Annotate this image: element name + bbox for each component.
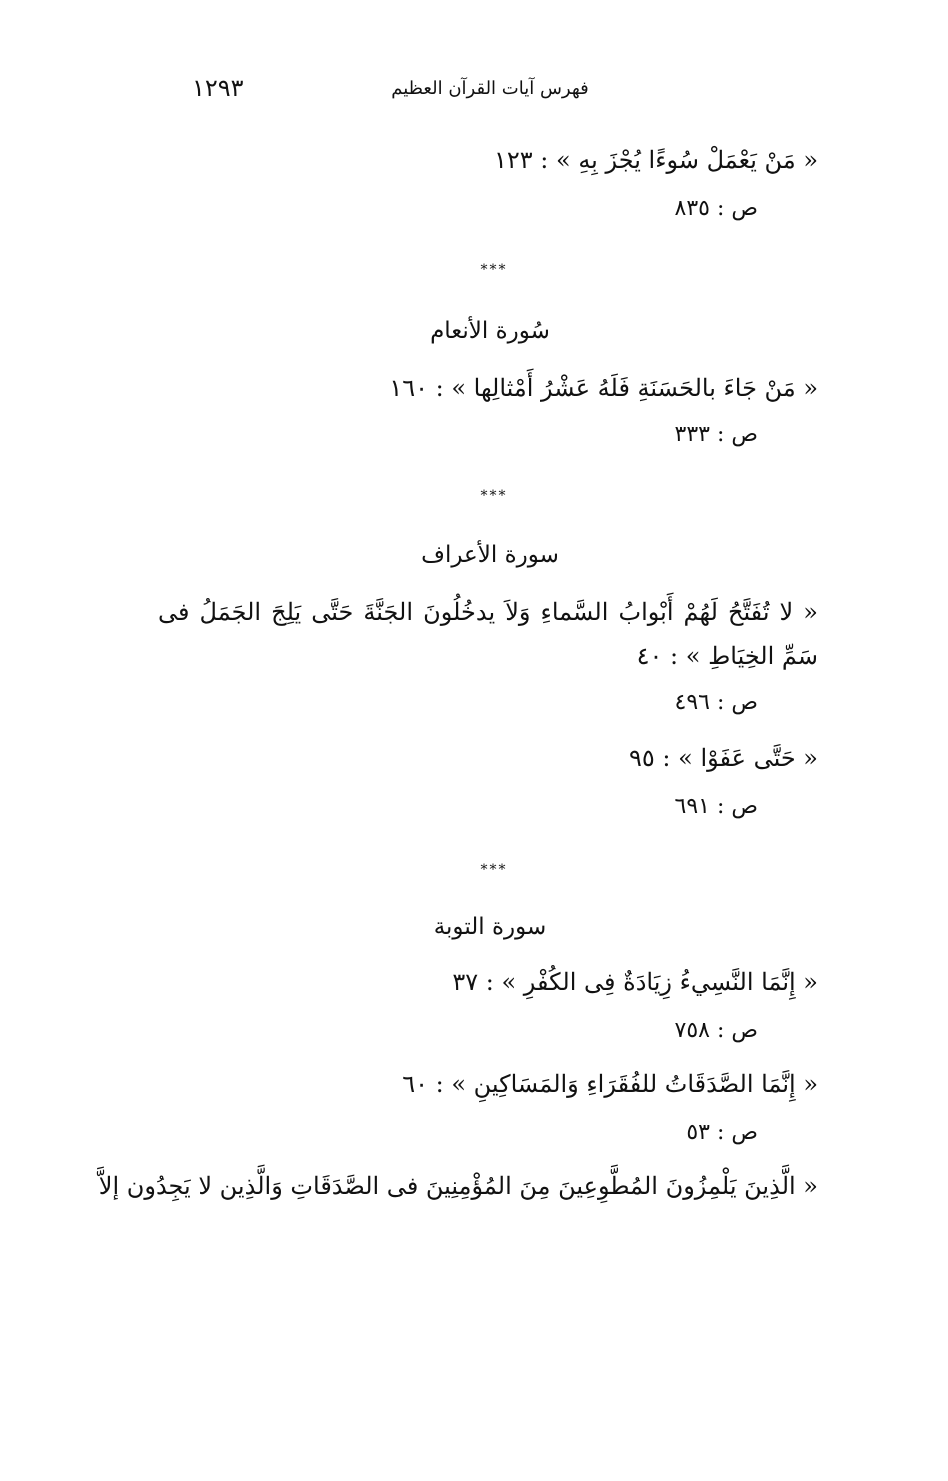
verse-entry: « إِنَّمَا الصَّدَقَاتُ للفُقَرَاءِ وَالمَسَاكِينِ » : ٦٠	[402, 1070, 818, 1098]
verse-entry: « حَتَّى عَفَوْا » : ٩٥	[629, 744, 818, 772]
verse-entry: « الَّذِينَ يَلْمِزُونَ المُطَّوِعِينَ مِنَ المُؤْمِنِينَ فى الصَّدَقَاتِ وَالَّذِين لا يَجِدُون إلاَّ	[98, 1172, 818, 1200]
page-reference: ص : ٧٥٨	[674, 1018, 758, 1043]
page-reference: ص : ٦٩١	[674, 794, 758, 819]
page-reference: ص : ٤٩٦	[674, 690, 758, 715]
surah-heading: سورة التوبة	[433, 914, 547, 940]
verse-entry: « لا تُفَتَّحُ لَهُمْ أَبْوابُ السَّماءِ وَلاَ يدخُلُونَ الجَنَّةَ حَتَّى يَلِجَ الجَمَلُ فى سَمِّ الخِيَاطِ » : ٤٠	[158, 598, 818, 670]
page-reference: ص : ٣٣٣	[674, 422, 758, 447]
page-number: ١٢٩٣	[192, 74, 244, 102]
running-header-title: فهرس آيات القرآن العظيم	[391, 78, 589, 99]
page-reference: ص : ٨٣٥	[674, 196, 758, 221]
page-reference: ص : ٥٣	[686, 1120, 758, 1145]
surah-heading: سورة الأعراف	[421, 542, 559, 568]
verse-entry: « مَنْ جَاءَ بالحَسَنَةِ فَلَهُ عَشْرُ أَمْثالِها » : ١٦٠	[389, 374, 818, 402]
surah-heading: سُورة الأنعام	[430, 318, 550, 344]
section-separator: ***	[480, 488, 508, 504]
verse-entry: « إِنَّمَا النَّسِيءُ زِيَادَةٌ فِى الكُفْرِ » : ٣٧	[452, 968, 818, 996]
verse-entry: « مَنْ يَعْمَلْ سُوءًا يُجْزَ بِهِ » : ١٢٣	[493, 146, 818, 174]
section-separator: ***	[480, 262, 508, 278]
section-separator: ***	[480, 862, 508, 878]
